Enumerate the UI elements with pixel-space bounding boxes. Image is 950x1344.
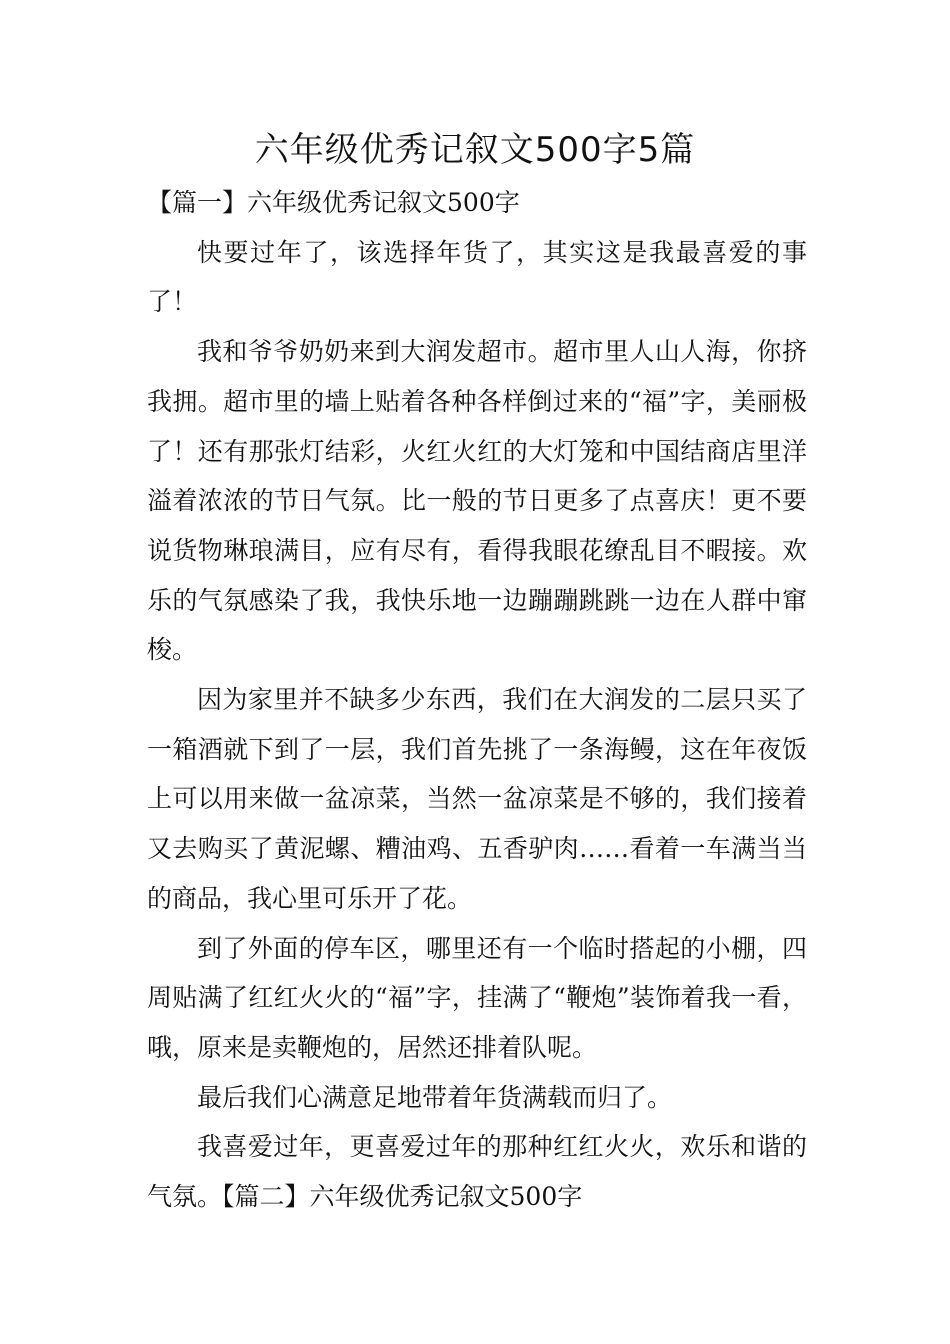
paragraph: 到了外面的停车区，哪里还有一个临时搭起的小棚，四周贴满了红红火火的“福”字，挂满了“鞭炮”装饰着我一看，哦，原来是卖鞭炮的，居然还排着队呢。 [147, 933, 807, 1062]
section-heading: 【篇一】六年级优秀记叙文500字 [147, 188, 520, 217]
paragraph: 因为家里并不缺多少东西，我们在大润发的二层只买了一箱酒就下到了一层，我们首先挑了一条海鳗，这在年夜饭上可以用来做一盆凉菜，当然一盆凉菜是不够的，我们接着又去购买了黄泥螺、糟油鸡、五香驴肉……看着一车满当当的商品，我心里可乐开了花。 [147, 685, 807, 913]
paragraph: 最后我们心满意足地带着年货满载而归了。 [197, 1082, 673, 1112]
paragraph: 快要过年了，该选择年货了，其实这是我最喜爱的事了！ [147, 237, 807, 317]
paragraph: 我喜爱过年，更喜爱过年的那种红红火火，欢乐和谐的气氛。【篇二】六年级优秀记叙文500字 [147, 1132, 807, 1212]
document-title: 六年级优秀记叙文500字5篇 [254, 130, 696, 170]
document-body [147, 178, 807, 1222]
paragraph: 我和爷爷奶奶来到大润发超市。超市里人山人海，你挤我拥。超市里的墙上贴着各种各样倒过来的“福”字，美丽极了！还有那张灯结彩，火红火红的大灯笼和中国结商店里洋溢着浓浓的节日气氛。比一般的节日更多了点喜庆！更不要说货物琳琅满目，应有尽有，看得我眼花缭乱目不暇接。欢乐的气氛感染了我，我快乐地一边蹦蹦跳跳一边在人群中窜梭。 [147, 337, 807, 665]
